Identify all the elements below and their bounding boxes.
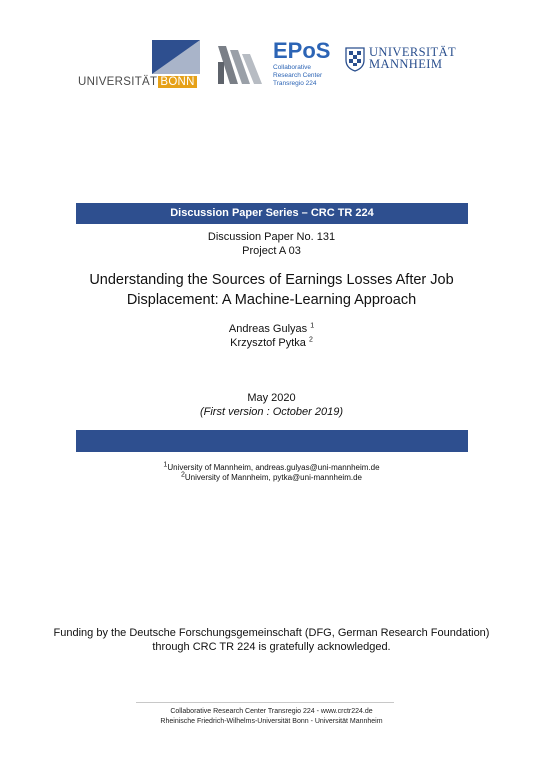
affiliation-2: $^2$University of Mannheim, pytka@uni-mannheim.de (181, 471, 362, 482)
footer-line-2: Rheinische Friedrich-Wilhelms-Universität Bonn - Universität Mannheim (160, 718, 383, 725)
mannheim-logo-text: UNIVERSITÄT MANNHEIM (369, 45, 457, 71)
bonn-logo-text: UNIVERSITÄT BONN (78, 76, 195, 88)
author-list (0, 322, 543, 350)
epos-logo-subtitle: Collaborative Research Center Transregio 224 (273, 64, 323, 87)
author-1: Andreas Gulyas $^1$ (228, 322, 315, 335)
affiliations (0, 463, 543, 483)
title-line-2: Displacement: A Machine-Learning Approach (126, 292, 417, 308)
epos-logo-mark (216, 42, 268, 88)
paper-title (0, 270, 543, 310)
page-footer (0, 707, 543, 727)
paper-number: Discussion Paper No. 131 (207, 231, 336, 243)
affiliation-1: $^1$University of Mannheim, andreas.gulyas@uni-mannheim.de (163, 461, 380, 472)
paper-identifier (0, 230, 543, 258)
date: May 2020 (247, 392, 296, 404)
epos-logo (216, 40, 332, 92)
series-banner: Discussion Paper Series – CRC TR 224 (76, 203, 468, 224)
university-mannheim-logo (344, 44, 466, 80)
footer-divider (136, 702, 394, 703)
divider-banner (76, 430, 468, 452)
title-line-1: Understanding the Sources of Earnings Losses After Job (89, 272, 454, 288)
project-code: Project A 03 (242, 245, 301, 257)
footer-line-1: Collaborative Research Center Transregio 224 - www.crctr224.de (170, 708, 373, 715)
epos-logo-title: EPoS (273, 38, 331, 63)
university-bonn-logo (78, 40, 200, 92)
funding-acknowledgement: Funding by the Deutsche Forschungsgemeinschaft (DFG, German Research Foundation) through CRC TR 224 is gratefully acknowledged. (53, 627, 490, 653)
publication-date (0, 391, 543, 419)
bonn-logo-graphic (152, 40, 200, 74)
logo-row (0, 36, 543, 96)
mannheim-crest-icon (344, 46, 366, 72)
first-version-date: (First version : October 2019) (199, 406, 344, 418)
author-2: Krzysztof Pytka $^2$ (230, 336, 313, 349)
